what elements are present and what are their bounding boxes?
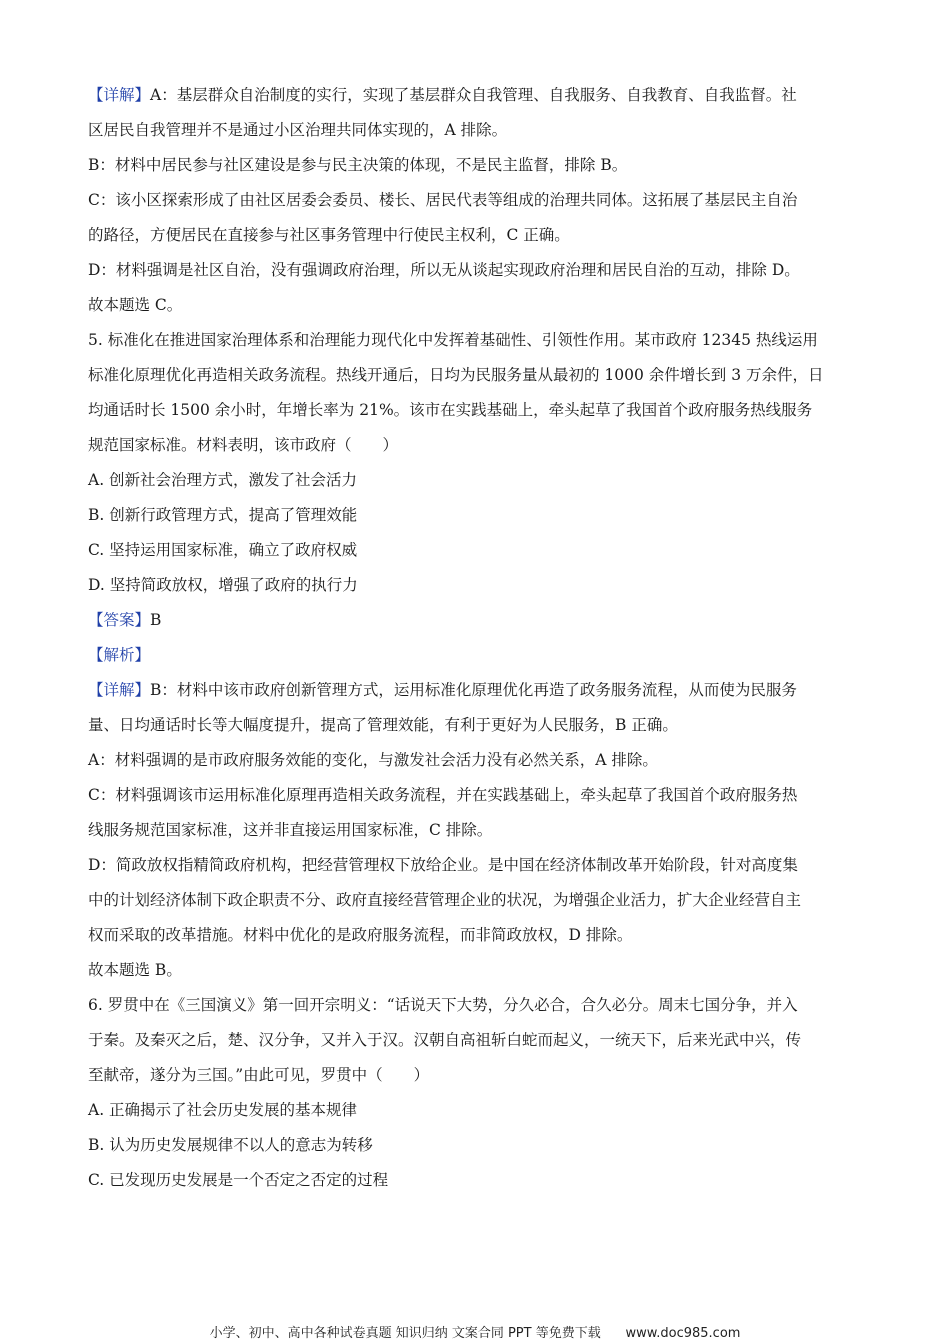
text-line [88,183,866,218]
paragraph [88,288,866,323]
text-line [88,1093,866,1128]
line-text: A：材料强调的是市政府服务效能的变化，与激发社会活力没有必然关系，A 排除。 [88,751,658,769]
footer-text: 小学、初中、高中各种试卷真题 知识归纳 文案合同 PPT 等免费下载 [209,1326,601,1341]
text-line [88,1128,866,1163]
text-line [88,463,866,498]
line-text: 均通话时长 1500 余小时，年增长率为 21%。该市在实践基础上，牵头起草了我国首个政府服务热线服务 [88,401,813,419]
line-text: 故本题选 C。 [88,296,183,314]
section-tag: 【详解】 [88,681,151,699]
line-text: 6. 罗贯中在《三国演义》第一回开宗明义：“话说天下大势，分久必合，合久必分。周末七国分争，并入 [88,996,798,1014]
line-text: C：该小区探索形成了由社区居委会委员、楼长、居民代表等组成的治理共同体。这拓展了基层民主自治 [88,191,798,209]
line-text: 规范国家标准。材料表明，该市政府（ ） [88,436,399,454]
section-tag: 【解析】 [88,646,151,664]
line-text: 线服务规范国家标准，这并非直接运用国家标准，C 排除。 [88,821,493,839]
paragraph [88,498,866,533]
line-text: 中的计划经济体制下政企职责不分、政府直接经营管理企业的状况，为增强企业活力，扩大企业经营自主 [88,891,802,909]
section-tag: 【答案】 [88,611,151,629]
text-line [88,218,866,253]
paragraph [88,673,866,743]
line-text: B. 认为历史发展规律不以人的意志为转移 [88,1136,373,1154]
text-line [88,883,866,918]
line-text: 量、日均通话时长等大幅度提升，提高了管理效能，有利于更好为人民服务，B 正确。 [88,716,678,734]
line-text: B. 创新行政管理方式，提高了管理效能 [88,506,358,524]
text-line [88,673,866,708]
section-tag: 【详解】 [88,86,151,104]
text-line [88,603,866,638]
text-line [88,288,866,323]
paragraph [88,568,866,603]
text-line [88,1058,866,1093]
line-text: A：基层群众自治制度的实行，实现了基层群众自我管理、自我服务、自我教育、自我监督。社 [150,86,797,104]
line-text: D：材料强调是社区自治，没有强调政府治理，所以无从谈起实现政府治理和居民自治的互动，排除 D。 [88,261,800,279]
paragraph [88,463,866,498]
text-line [88,428,866,463]
paragraph [88,953,866,988]
text-line [88,638,866,673]
line-text: B [150,611,162,629]
text-line [88,708,866,743]
text-line [88,568,866,603]
paragraph [88,533,866,568]
text-line [88,918,866,953]
paragraph [88,603,866,638]
text-line [88,848,866,883]
footer-url[interactable]: www.doc985.com [625,1326,741,1341]
text-line [88,988,866,1023]
text-line [88,1163,866,1198]
paragraph [88,78,866,148]
text-line [88,253,866,288]
page-footer [0,1322,950,1341]
line-text: C：材料强调该市运用标准化原理再造相关政务流程，并在实践基础上，牵头起草了我国首个政府服务热 [88,786,798,804]
text-line [88,813,866,848]
paragraph [88,253,866,288]
text-line [88,1023,866,1058]
text-line [88,393,866,428]
text-line [88,778,866,813]
text-line [88,113,866,148]
paragraph [88,1128,866,1163]
paragraph [88,323,866,463]
paragraph [88,778,866,848]
text-line [88,533,866,568]
line-text: 至献帝，遂分为三国。”由此可见，罗贯中（ ） [88,1066,430,1084]
line-text: 区居民自我管理并不是通过小区治理共同体实现的，A 排除。 [88,121,508,139]
line-text: A. 创新社会治理方式，激发了社会活力 [88,471,358,489]
paragraph [88,638,866,673]
line-text: C. 已发现历史发展是一个否定之否定的过程 [88,1171,389,1189]
line-text: 5. 标准化在推进国家治理体系和治理能力现代化中发挥着基础性、引领性作用。某市政府 12345 热线运用 [88,331,818,349]
paragraph [88,148,866,183]
line-text: A. 正确揭示了社会历史发展的基本规律 [88,1101,358,1119]
document-body [88,78,866,1198]
line-text: 权而采取的改革措施。材料中优化的是政府服务流程，而非简政放权，D 排除。 [88,926,633,944]
line-text: B：材料中居民参与社区建设是参与民主决策的体现，不是民主监督，排除 B。 [88,156,628,174]
paragraph [88,1163,866,1198]
text-line [88,498,866,533]
text-line [88,953,866,988]
line-text: 标准化原理优化再造相关政务流程。热线开通后，日均为民服务量从最初的 1000 余件增长到 3 万余件，日 [88,366,824,384]
paragraph [88,743,866,778]
text-line [88,743,866,778]
paragraph [88,988,866,1093]
paragraph [88,848,866,953]
line-text: D：简政放权指精简政府机构，把经营管理权下放给企业。是中国在经济体制改革开始阶段，针对高度集 [88,856,798,874]
text-line [88,358,866,393]
line-text: 的路径，方便居民在直接参与社区事务管理中行使民主权利，C 正确。 [88,226,570,244]
text-line [88,148,866,183]
line-text: 故本题选 B。 [88,961,182,979]
line-text: C. 坚持运用国家标准，确立了政府权威 [88,541,358,559]
line-text: 于秦。及秦灭之后，楚、汉分争，又并入于汉。汉朝自高祖斩白蛇而起义，一统天下，后来光武中兴，传 [88,1031,802,1049]
paragraph [88,183,866,253]
line-text: D. 坚持简政放权，增强了政府的执行力 [88,576,358,594]
paragraph [88,1093,866,1128]
line-text: B：材料中该市政府创新管理方式，运用标准化原理优化再造了政务服务流程，从而使为民服务 [150,681,797,699]
text-line [88,323,866,358]
text-line [88,78,866,113]
